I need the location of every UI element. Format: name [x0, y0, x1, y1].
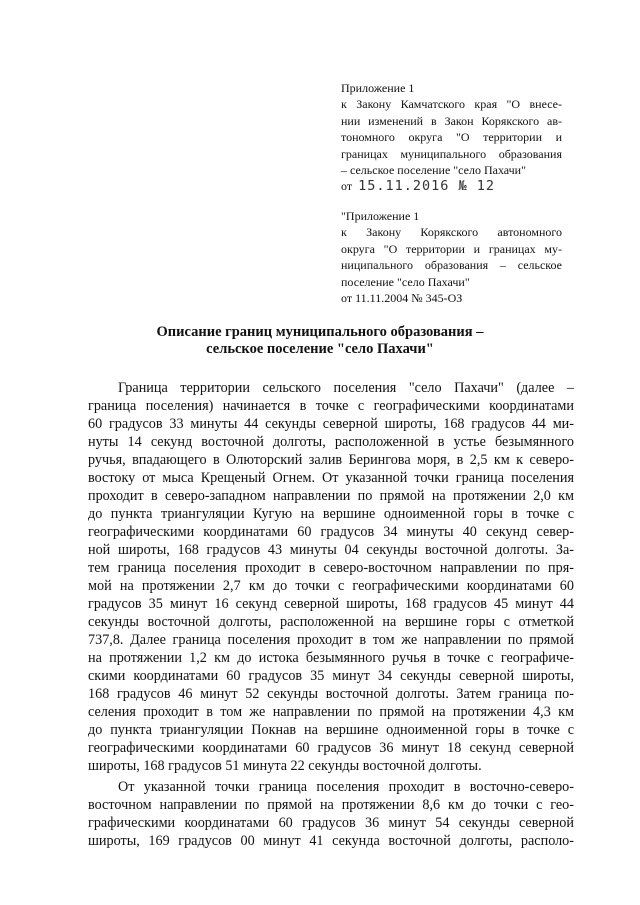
appendix-line: тономного округа "О территории и	[341, 130, 562, 145]
paragraph-line: географическими координатами 60 градусов 36 минут 18 секунд северной	[88, 740, 574, 756]
paragraph-line: до пункта триангуляции Покнав на вершине одноименной горы в точке с	[88, 722, 574, 738]
appendix-line: – сельское поселение "село Пахачи"	[341, 163, 527, 178]
paragraph-line: граница поселения) начинается в точке с географическими координатами	[88, 398, 574, 414]
paragraph-line: ной широты, 168 градусов 43 минуты 04 секунды восточной долготы. За-	[88, 542, 574, 558]
title-line: Описание границ муниципального образования –	[156, 324, 484, 340]
title-line: сельское поселение "село Пахачи"	[206, 341, 434, 357]
paragraph-line: широты, 169 градусов 00 минут 41 секунда восточной долготы, располо-	[88, 833, 574, 849]
paragraph-line: градусов 35 минут 16 секунд северной широты, 168 градусов 45 минут 44	[88, 596, 574, 612]
document-title	[0, 324, 640, 358]
paragraph-line: 737,8. Далее граница поселения проходит в том же направлении по прямой	[88, 632, 574, 648]
paragraph-line: широты, 168 градусов 51 минута 22 секунды восточной долготы.	[88, 758, 482, 774]
paragraph-line: тем граница поселения проходит в северо-восточном направлении по пря-	[88, 560, 574, 576]
appendix-line: ниципального образования – сельское	[341, 258, 562, 273]
paragraph-line: географическими координатами 60 градусов 34 минуты 40 секунд север-	[88, 524, 574, 540]
paragraph-line: на протяжении 1,2 км до истока безымянного ручья в точке с географиче-	[88, 650, 574, 666]
appendix-line: "Приложение 1	[341, 209, 420, 223]
paragraph-line: От указанной точки граница поселения проходит в восточно-северо-	[118, 779, 574, 795]
paragraph-line: мой на протяжении 2,7 км до точки с географическими координатами 60	[88, 578, 574, 594]
appendix-line: границах муниципального образования	[341, 146, 562, 161]
paragraph-line: восточном направлении по прямой на протяжении 8,6 км до точки с гео-	[88, 797, 574, 813]
paragraph-line: Граница территории сельского поселения "село Пахачи" (далее –	[118, 380, 574, 396]
paragraph-line: секунды восточной долготы, расположенной на вершине горы с отметкой	[88, 614, 574, 630]
appendix-line: округа "О территории и границах му-	[341, 241, 562, 256]
appendix-line: нии изменений в Закон Корякского ав-	[341, 113, 562, 128]
appendix-header-amending-law	[341, 80, 562, 195]
paragraph-line: скими координатами 60 градусов 35 минут 34 секунды северной широты,	[88, 668, 574, 684]
paragraph-line: графическими координатами 60 градусов 36 минут 54 секунды северной	[88, 815, 574, 831]
paragraph-line: ручья, впадающего в Олюторский залив Берингова моря, в 2,5 км к северо-	[88, 452, 574, 468]
boundary-description-text	[88, 379, 574, 850]
paragraph-line: нуты 14 секунд восточной долготы, расположенной в устье безымянного	[88, 434, 574, 450]
appendix-line: к Закону Корякского автономного	[341, 225, 562, 240]
paragraph-line: 60 градусов 33 минуты 44 секунды северной широты, 168 градусов 44 ми-	[88, 416, 574, 432]
appendix-line: Приложение 1	[341, 81, 415, 95]
paragraph-line: проходит в северо-западном направлении по прямой на протяжении 2,0 км	[88, 488, 574, 504]
paragraph-line: до пункта триангуляции Кугую на вершине одноименной горы в точке с	[88, 506, 574, 522]
appendix-line: от 11.11.2004 № 345-ОЗ	[341, 291, 463, 306]
handwritten-date-number: 15.11.2016 № 12	[358, 178, 496, 195]
paragraph-line: 168 градусов 46 минут 52 секунды восточной долготы. Затем граница по-	[88, 686, 574, 702]
paragraph-line: селения проходит в том же направлении по прямой на протяжении 4,3 км	[88, 704, 574, 720]
appendix-date-line	[341, 178, 562, 194]
appendix-header-original-law	[341, 208, 562, 306]
appendix-line: к Закону Камчатского края "О внесе-	[341, 97, 562, 112]
appendix-line: поселение "село Пахачи"	[341, 274, 470, 289]
paragraph-line: востоку от мыса Крещеный Огнем. От указанной точки граница поселения	[88, 470, 574, 486]
date-prefix: от	[341, 179, 353, 194]
